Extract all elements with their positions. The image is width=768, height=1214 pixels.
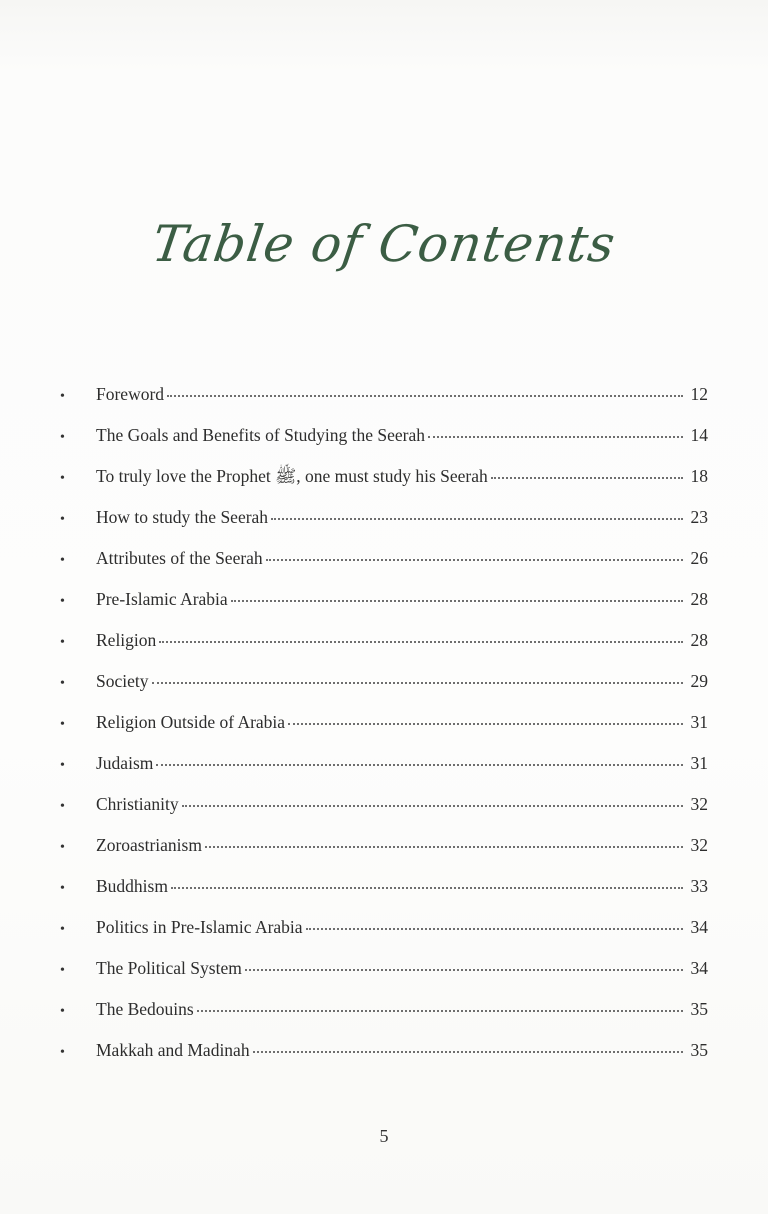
- toc-entry-page: 32: [690, 794, 708, 814]
- toc-entry-page: 23: [690, 507, 708, 527]
- toc-entry-page: 12: [690, 384, 708, 404]
- toc-entry-page: 35: [690, 999, 708, 1019]
- toc-entry: [58, 912, 708, 953]
- toc-entry: [58, 584, 708, 625]
- toc-entry-title: The Bedouins: [96, 999, 194, 1019]
- bullet-icon: •: [60, 799, 65, 814]
- bullet-icon: •: [60, 430, 65, 445]
- toc-entry-page: 29: [690, 671, 708, 691]
- bullet-icon: •: [60, 594, 65, 609]
- toc-entry-title: Buddhism: [96, 876, 168, 896]
- toc-entry-title: The Political System: [96, 958, 242, 978]
- dot-leader: [231, 600, 683, 602]
- bullet-icon: •: [60, 881, 65, 896]
- bullet-icon: •: [60, 512, 65, 527]
- toc-entry-page: 26: [690, 548, 708, 568]
- table-of-contents: [58, 379, 708, 1076]
- toc-entry-page: 33: [690, 876, 708, 896]
- toc-entry: [58, 830, 708, 871]
- toc-entry-title: Pre-Islamic Arabia: [96, 589, 228, 609]
- bullet-icon: •: [60, 758, 65, 773]
- toc-entry: [58, 379, 708, 420]
- toc-entry: [58, 789, 708, 830]
- dot-leader: [152, 682, 684, 684]
- toc-entry-page: 35: [690, 1040, 708, 1060]
- toc-entry-page: 14: [690, 425, 708, 445]
- toc-entry: [58, 953, 708, 994]
- toc-entry-title: Makkah and Madinah: [96, 1040, 250, 1060]
- toc-entry-title: Attributes of the Seerah: [96, 548, 263, 568]
- dot-leader: [245, 969, 683, 971]
- toc-entry: [58, 543, 708, 584]
- toc-entry: [58, 871, 708, 912]
- bullet-icon: •: [60, 717, 65, 732]
- dot-leader: [205, 846, 683, 848]
- bullet-icon: •: [60, 922, 65, 937]
- toc-entry-page: 32: [690, 835, 708, 855]
- bullet-icon: •: [60, 963, 65, 978]
- toc-entry-page: 31: [690, 753, 708, 773]
- toc-entry-title: The Goals and Benefits of Studying the Seerah: [96, 425, 426, 445]
- dot-leader: [182, 805, 683, 807]
- bullet-icon: •: [60, 1004, 65, 1019]
- dot-leader: [288, 723, 683, 725]
- dot-leader: [197, 1010, 683, 1012]
- toc-entry-title: Foreword: [96, 384, 165, 404]
- bullet-icon: •: [60, 840, 65, 855]
- dot-leader: [253, 1051, 683, 1053]
- toc-entry-title: Religion Outside of Arabia: [96, 712, 286, 732]
- bullet-icon: •: [60, 676, 65, 691]
- toc-entry: [58, 707, 708, 748]
- dot-leader: [306, 928, 683, 930]
- dot-leader: [156, 764, 683, 766]
- toc-entry-page: 18: [690, 466, 708, 486]
- dot-leader: [171, 887, 683, 889]
- toc-entry-page: 31: [690, 712, 708, 732]
- dot-leader: [491, 477, 683, 479]
- page-title: Table of Contents: [148, 215, 620, 273]
- toc-entry-page: 28: [690, 630, 708, 650]
- toc-entry-title: Judaism: [96, 753, 154, 773]
- dot-leader: [167, 395, 683, 397]
- dot-leader: [271, 518, 683, 520]
- toc-entry: [58, 1035, 708, 1076]
- bullet-icon: •: [60, 471, 65, 486]
- toc-entry-page: 34: [690, 958, 708, 978]
- dot-leader: [266, 559, 683, 561]
- toc-entry: [58, 420, 708, 461]
- dot-leader: [159, 641, 683, 643]
- toc-entry-title: Religion: [96, 630, 157, 650]
- toc-entry-title: To truly love the Prophet ﷺ, one must study his Seerah: [96, 466, 488, 486]
- page-number: 5: [379, 1126, 389, 1146]
- dot-leader: [428, 436, 683, 438]
- toc-entry-title: How to study the Seerah: [96, 507, 269, 527]
- toc-entry-title: Christianity: [96, 794, 179, 814]
- toc-entry: [58, 748, 708, 789]
- toc-entry: [58, 461, 708, 502]
- toc-entry-title: Politics in Pre-Islamic Arabia: [96, 917, 303, 937]
- bullet-icon: •: [60, 553, 65, 568]
- bullet-icon: •: [60, 635, 65, 650]
- toc-entry-title: Society: [96, 671, 149, 691]
- toc-entry: [58, 666, 708, 707]
- toc-entry: [58, 502, 708, 543]
- toc-entry-page: 34: [690, 917, 708, 937]
- toc-entry-page: 28: [690, 589, 708, 609]
- toc-entry-title: Zoroastrianism: [96, 835, 202, 855]
- toc-entry: [58, 994, 708, 1035]
- bullet-icon: •: [60, 1045, 65, 1060]
- toc-entry: [58, 625, 708, 666]
- bullet-icon: •: [60, 389, 65, 404]
